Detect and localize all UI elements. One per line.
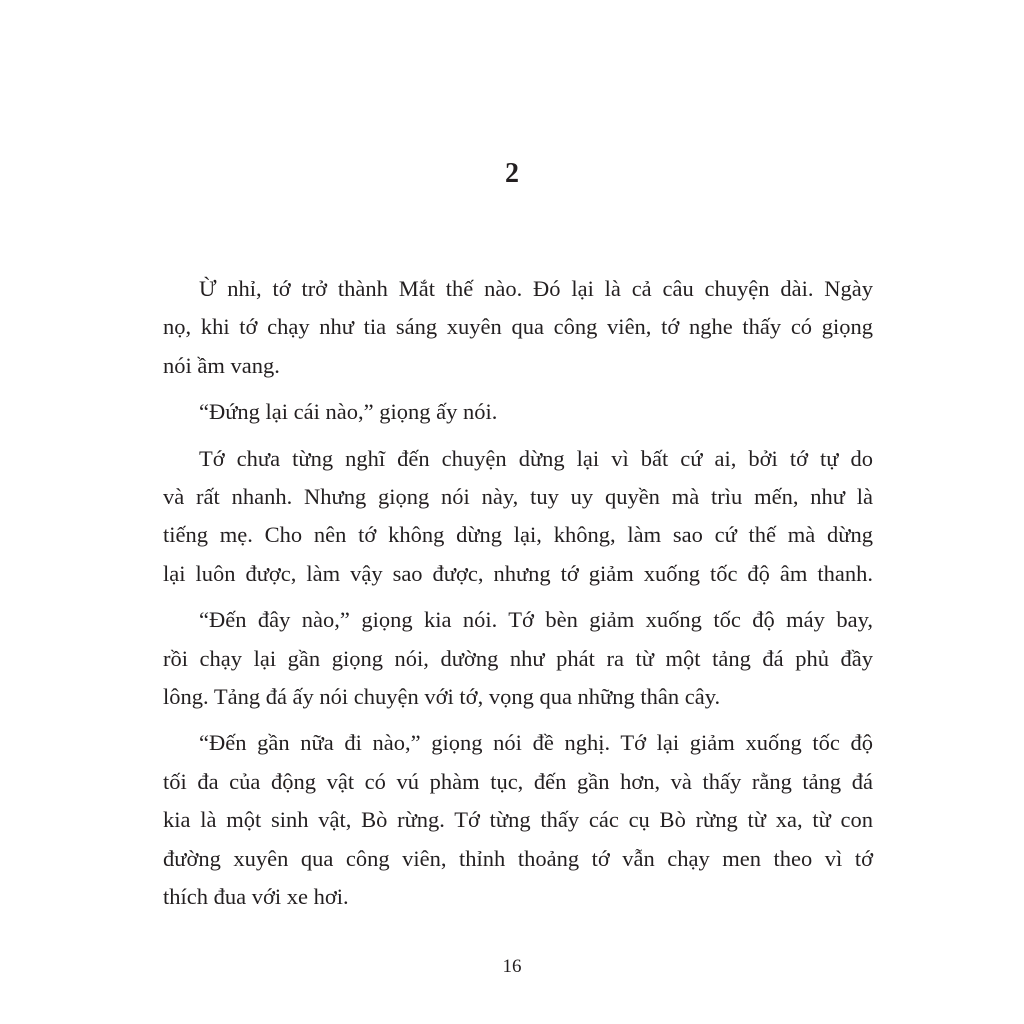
paragraph-5 [163,724,873,916]
text-line: thích đua với xe hơi. [163,884,349,910]
paragraph-2 [163,393,873,431]
text-line: tiếng mẹ. Cho nên tớ không dừng lại, không, làm sao cứ thế mà dừng [163,522,873,548]
text-line: “Đứng lại cái nào,” giọng ấy nói. [199,399,498,425]
text-line: “Đến đây nào,” giọng kia nói. Tớ bèn giảm xuống tốc độ máy bay, [199,607,873,633]
text-line: “Đến gần nữa đi nào,” giọng nói đề nghị. Tớ lại giảm xuống tốc độ [199,730,873,756]
text-line: nói ầm vang. [163,352,280,378]
text-line: nọ, khi tớ chạy như tia sáng xuyên qua công viên, tớ nghe thấy có giọng [163,314,873,340]
page-number: 16 [502,956,522,977]
paragraph-1 [163,270,873,385]
text-line: kia là một sinh vật, Bò rừng. Tớ từng thấy các cụ Bò rừng từ xa, từ con [163,807,873,833]
text-line: và rất nhanh. Nhưng giọng nói này, tuy uy quyền mà trìu mến, như là [163,484,873,510]
paragraph-3 [163,440,873,594]
text-line: rồi chạy lại gần giọng nói, dường như phát ra từ một tảng đá phủ đầy [163,645,873,671]
text-line: lại luôn được, làm vậy sao được, nhưng tớ giảm xuống tốc độ âm thanh. [163,560,873,586]
text-line: đường xuyên qua công viên, thỉnh thoảng tớ vẫn chạy men theo vì tớ [163,845,873,871]
text-line: Tớ chưa từng nghĩ đến chuyện dừng lại vì bất cứ ai, bởi tớ tự do [199,445,873,471]
chapter-body [163,270,873,925]
text-line: Ừ nhỉ, tớ trở thành Mắt thế nào. Đó lại là cả câu chuyện dài. Ngày [199,276,873,301]
paragraph-4 [163,601,873,716]
text-line: lông. Tảng đá ấy nói chuyện với tớ, vọng qua những thân cây. [163,684,721,710]
chapter-number: 2 [505,158,519,189]
text-line: tối đa của động vật có vú phàm tục, đến gần hơn, và thấy rằng tảng đá [163,768,873,794]
